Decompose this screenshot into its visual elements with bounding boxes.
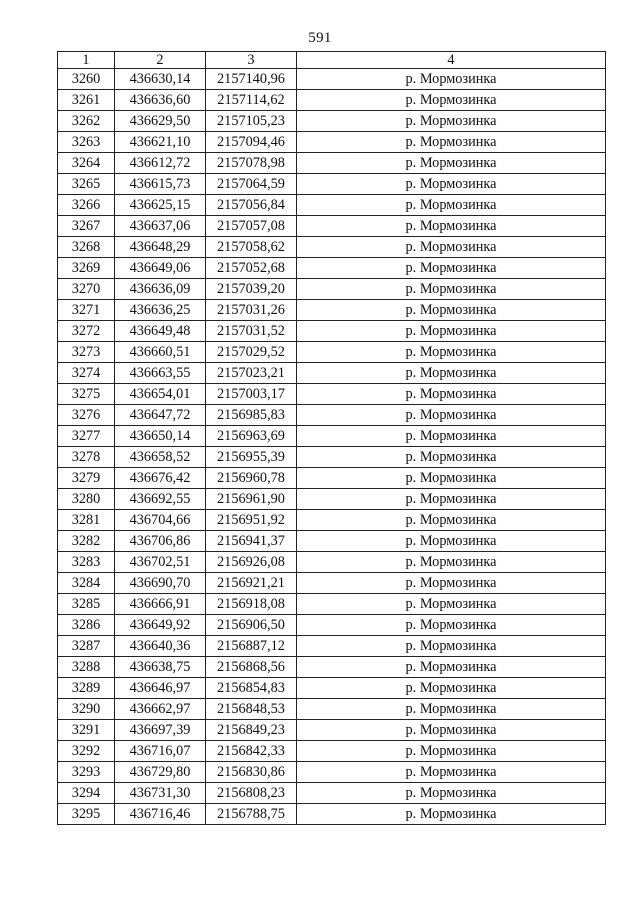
point-number-cell: 3280 — [58, 489, 115, 510]
table-row — [58, 699, 606, 720]
y-coordinate-cell: 2156808,23 — [206, 783, 297, 804]
description-cell: р. Мормозинка — [297, 258, 606, 279]
y-coordinate-cell: 2156921,21 — [206, 573, 297, 594]
y-coordinate-cell: 2157023,21 — [206, 363, 297, 384]
x-coordinate-cell: 436629,50 — [115, 111, 206, 132]
description-cell: р. Мормозинка — [297, 405, 606, 426]
description-cell: р. Мормозинка — [297, 699, 606, 720]
x-coordinate-cell: 436662,97 — [115, 699, 206, 720]
point-number-cell: 3294 — [58, 783, 115, 804]
table-row — [58, 342, 606, 363]
x-coordinate-cell: 436649,06 — [115, 258, 206, 279]
x-coordinate-cell: 436649,92 — [115, 615, 206, 636]
x-coordinate-cell: 436638,75 — [115, 657, 206, 678]
point-number-cell: 3279 — [58, 468, 115, 489]
table-row — [58, 636, 606, 657]
table-row — [58, 447, 606, 468]
point-number-cell: 3287 — [58, 636, 115, 657]
table-row — [58, 720, 606, 741]
coordinates-table — [57, 51, 606, 825]
table-row — [58, 510, 606, 531]
point-number-cell: 3291 — [58, 720, 115, 741]
y-coordinate-cell: 2157078,98 — [206, 153, 297, 174]
description-cell: р. Мормозинка — [297, 804, 606, 825]
description-cell: р. Мормозинка — [297, 615, 606, 636]
table-row — [58, 321, 606, 342]
x-coordinate-cell: 436706,86 — [115, 531, 206, 552]
y-coordinate-cell: 2156842,33 — [206, 741, 297, 762]
table-header — [58, 52, 606, 69]
point-number-cell: 3271 — [58, 300, 115, 321]
description-cell: р. Мормозинка — [297, 132, 606, 153]
table-row — [58, 174, 606, 195]
table-row — [58, 111, 606, 132]
point-number-cell: 3270 — [58, 279, 115, 300]
description-cell: р. Мормозинка — [297, 573, 606, 594]
table-row — [58, 384, 606, 405]
description-cell: р. Мормозинка — [297, 237, 606, 258]
description-cell: р. Мормозинка — [297, 489, 606, 510]
y-coordinate-cell: 2157064,59 — [206, 174, 297, 195]
description-cell: р. Мормозинка — [297, 636, 606, 657]
table-row — [58, 489, 606, 510]
x-coordinate-cell: 436615,73 — [115, 174, 206, 195]
table-row — [58, 783, 606, 804]
y-coordinate-cell: 2157039,20 — [206, 279, 297, 300]
x-coordinate-cell: 436654,01 — [115, 384, 206, 405]
x-coordinate-cell: 436729,80 — [115, 762, 206, 783]
x-coordinate-cell: 436621,10 — [115, 132, 206, 153]
x-coordinate-cell: 436647,72 — [115, 405, 206, 426]
description-cell: р. Мормозинка — [297, 342, 606, 363]
table-row — [58, 426, 606, 447]
table-row — [58, 468, 606, 489]
y-coordinate-cell: 2156960,78 — [206, 468, 297, 489]
point-number-cell: 3282 — [58, 531, 115, 552]
description-cell: р. Мормозинка — [297, 174, 606, 195]
description-cell: р. Мормозинка — [297, 678, 606, 699]
table-row — [58, 762, 606, 783]
description-cell: р. Мормозинка — [297, 510, 606, 531]
y-coordinate-cell: 2156941,37 — [206, 531, 297, 552]
description-cell: р. Мормозинка — [297, 720, 606, 741]
point-number-cell: 3289 — [58, 678, 115, 699]
table-row — [58, 531, 606, 552]
y-coordinate-cell: 2156849,23 — [206, 720, 297, 741]
point-number-cell: 3260 — [58, 69, 115, 90]
description-cell: р. Мормозинка — [297, 741, 606, 762]
description-cell: р. Мормозинка — [297, 363, 606, 384]
description-cell: р. Мормозинка — [297, 321, 606, 342]
description-cell: р. Мормозинка — [297, 90, 606, 111]
description-cell: р. Мормозинка — [297, 279, 606, 300]
table-row — [58, 258, 606, 279]
y-coordinate-cell: 2156955,39 — [206, 447, 297, 468]
table-row — [58, 615, 606, 636]
y-coordinate-cell: 2156918,08 — [206, 594, 297, 615]
y-coordinate-cell: 2156854,83 — [206, 678, 297, 699]
point-number-cell: 3288 — [58, 657, 115, 678]
x-coordinate-cell: 436636,09 — [115, 279, 206, 300]
point-number-cell: 3263 — [58, 132, 115, 153]
x-coordinate-cell: 436692,55 — [115, 489, 206, 510]
x-coordinate-cell: 436704,66 — [115, 510, 206, 531]
description-cell: р. Мормозинка — [297, 531, 606, 552]
description-cell: р. Мормозинка — [297, 216, 606, 237]
y-coordinate-cell: 2156926,08 — [206, 552, 297, 573]
y-coordinate-cell: 2156830,86 — [206, 762, 297, 783]
point-number-cell: 3266 — [58, 195, 115, 216]
description-cell: р. Мормозинка — [297, 111, 606, 132]
description-cell: р. Мормозинка — [297, 783, 606, 804]
point-number-cell: 3283 — [58, 552, 115, 573]
table-row — [58, 363, 606, 384]
table-row — [58, 195, 606, 216]
point-number-cell: 3265 — [58, 174, 115, 195]
point-number-cell: 3295 — [58, 804, 115, 825]
header-row — [58, 52, 606, 69]
point-number-cell: 3276 — [58, 405, 115, 426]
point-number-cell: 3286 — [58, 615, 115, 636]
description-cell: р. Мормозинка — [297, 195, 606, 216]
y-coordinate-cell: 2157057,08 — [206, 216, 297, 237]
x-coordinate-cell: 436702,51 — [115, 552, 206, 573]
table-row — [58, 216, 606, 237]
description-cell: р. Мормозинка — [297, 552, 606, 573]
y-coordinate-cell: 2157140,96 — [206, 69, 297, 90]
header-col-2: 2 — [115, 52, 206, 69]
x-coordinate-cell: 436630,14 — [115, 69, 206, 90]
point-number-cell: 3290 — [58, 699, 115, 720]
y-coordinate-cell: 2156868,56 — [206, 657, 297, 678]
table-body — [58, 69, 606, 825]
y-coordinate-cell: 2156963,69 — [206, 426, 297, 447]
y-coordinate-cell: 2156788,75 — [206, 804, 297, 825]
y-coordinate-cell: 2157052,68 — [206, 258, 297, 279]
table-row — [58, 741, 606, 762]
point-number-cell: 3264 — [58, 153, 115, 174]
description-cell: р. Мормозинка — [297, 762, 606, 783]
y-coordinate-cell: 2156848,53 — [206, 699, 297, 720]
point-number-cell: 3261 — [58, 90, 115, 111]
x-coordinate-cell: 436612,72 — [115, 153, 206, 174]
table-row — [58, 279, 606, 300]
y-coordinate-cell: 2157114,62 — [206, 90, 297, 111]
point-number-cell: 3268 — [58, 237, 115, 258]
point-number-cell: 3277 — [58, 426, 115, 447]
point-number-cell: 3267 — [58, 216, 115, 237]
x-coordinate-cell: 436663,55 — [115, 363, 206, 384]
description-cell: р. Мормозинка — [297, 69, 606, 90]
x-coordinate-cell: 436649,48 — [115, 321, 206, 342]
x-coordinate-cell: 436648,29 — [115, 237, 206, 258]
table-row — [58, 573, 606, 594]
table-row — [58, 90, 606, 111]
point-number-cell: 3292 — [58, 741, 115, 762]
description-cell: р. Мормозинка — [297, 657, 606, 678]
point-number-cell: 3269 — [58, 258, 115, 279]
x-coordinate-cell: 436716,07 — [115, 741, 206, 762]
description-cell: р. Мормозинка — [297, 468, 606, 489]
point-number-cell: 3272 — [58, 321, 115, 342]
y-coordinate-cell: 2157003,17 — [206, 384, 297, 405]
page-number: 591 — [308, 30, 332, 46]
y-coordinate-cell: 2156951,92 — [206, 510, 297, 531]
x-coordinate-cell: 436697,39 — [115, 720, 206, 741]
y-coordinate-cell: 2156961,90 — [206, 489, 297, 510]
description-cell: р. Мормозинка — [297, 426, 606, 447]
y-coordinate-cell: 2157031,26 — [206, 300, 297, 321]
y-coordinate-cell: 2156906,50 — [206, 615, 297, 636]
point-number-cell: 3274 — [58, 363, 115, 384]
description-cell: р. Мормозинка — [297, 153, 606, 174]
description-cell: р. Мормозинка — [297, 447, 606, 468]
x-coordinate-cell: 436660,51 — [115, 342, 206, 363]
x-coordinate-cell: 436676,42 — [115, 468, 206, 489]
table-row — [58, 153, 606, 174]
point-number-cell: 3293 — [58, 762, 115, 783]
x-coordinate-cell: 436640,36 — [115, 636, 206, 657]
point-number-cell: 3285 — [58, 594, 115, 615]
y-coordinate-cell: 2157094,46 — [206, 132, 297, 153]
x-coordinate-cell: 436637,06 — [115, 216, 206, 237]
header-col-1: 1 — [58, 52, 115, 69]
point-number-cell: 3284 — [58, 573, 115, 594]
table-row — [58, 657, 606, 678]
description-cell: р. Мормозинка — [297, 384, 606, 405]
point-number-cell: 3281 — [58, 510, 115, 531]
table-row — [58, 237, 606, 258]
point-number-cell: 3278 — [58, 447, 115, 468]
x-coordinate-cell: 436636,60 — [115, 90, 206, 111]
point-number-cell: 3262 — [58, 111, 115, 132]
description-cell: р. Мормозинка — [297, 594, 606, 615]
table-row — [58, 804, 606, 825]
y-coordinate-cell: 2156887,12 — [206, 636, 297, 657]
table-row — [58, 69, 606, 90]
y-coordinate-cell: 2157029,52 — [206, 342, 297, 363]
point-number-cell: 3273 — [58, 342, 115, 363]
table-row — [58, 552, 606, 573]
x-coordinate-cell: 436666,91 — [115, 594, 206, 615]
y-coordinate-cell: 2157105,23 — [206, 111, 297, 132]
x-coordinate-cell: 436731,30 — [115, 783, 206, 804]
x-coordinate-cell: 436625,15 — [115, 195, 206, 216]
table-row — [58, 132, 606, 153]
description-cell: р. Мормозинка — [297, 300, 606, 321]
y-coordinate-cell: 2157058,62 — [206, 237, 297, 258]
x-coordinate-cell: 436636,25 — [115, 300, 206, 321]
y-coordinate-cell: 2157031,52 — [206, 321, 297, 342]
x-coordinate-cell: 436658,52 — [115, 447, 206, 468]
x-coordinate-cell: 436716,46 — [115, 804, 206, 825]
table-row — [58, 594, 606, 615]
table-row — [58, 405, 606, 426]
table-row — [58, 300, 606, 321]
x-coordinate-cell: 436650,14 — [115, 426, 206, 447]
x-coordinate-cell: 436690,70 — [115, 573, 206, 594]
header-col-3: 3 — [206, 52, 297, 69]
header-col-4: 4 — [297, 52, 606, 69]
point-number-cell: 3275 — [58, 384, 115, 405]
table-row — [58, 678, 606, 699]
x-coordinate-cell: 436646,97 — [115, 678, 206, 699]
y-coordinate-cell: 2156985,83 — [206, 405, 297, 426]
y-coordinate-cell: 2157056,84 — [206, 195, 297, 216]
